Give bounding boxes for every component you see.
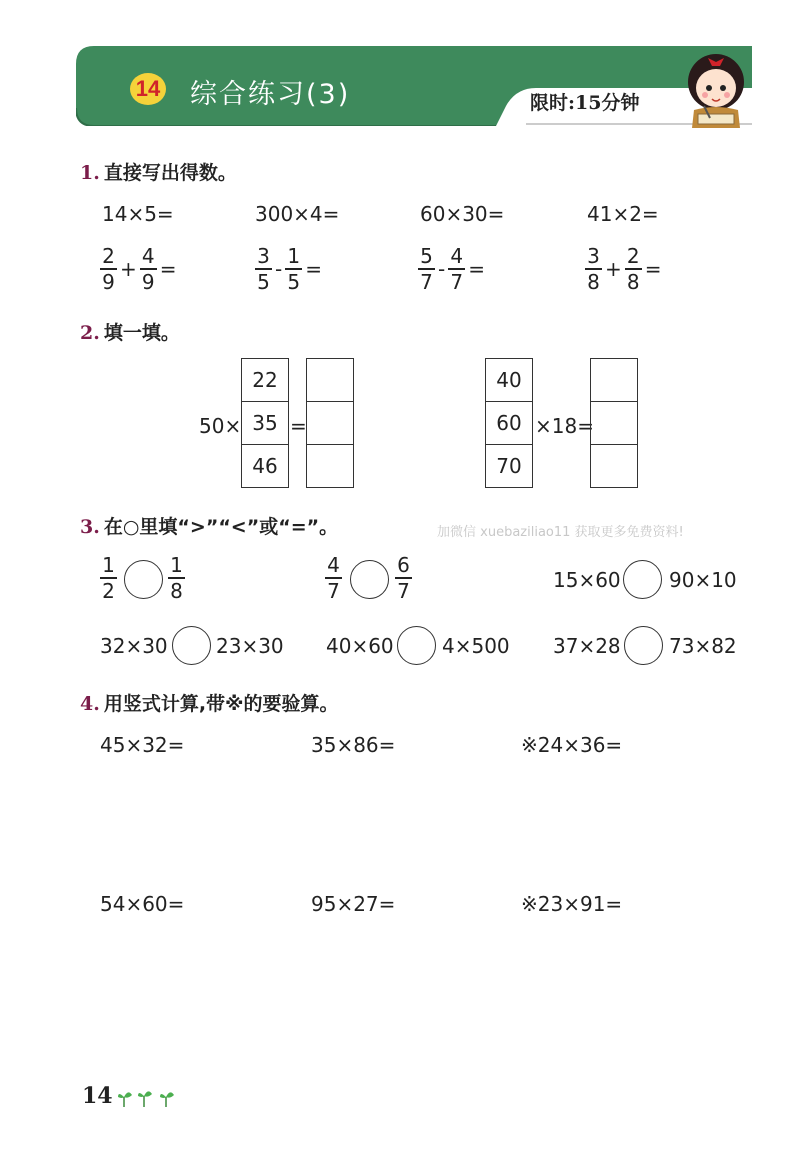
fraction: $\frac{3}{5}$ [255,244,272,294]
question-4-title [80,689,339,716]
expression: 95×27= [311,892,396,916]
fraction: $\frac{1}{2}$ [100,553,117,603]
question-1-title [80,158,237,185]
compare-circle[interactable] [350,560,389,599]
header-banner [76,46,752,126]
question-number: 1. [80,162,100,184]
fraction: $\frac{4}{9}$ [140,244,157,294]
compare-circle[interactable] [624,626,663,665]
fraction-expression: $\frac{3}{8}$ + $\frac{2}{8}$ = [585,244,662,294]
expression: 32×30 [100,634,168,658]
multiplier-label: ×18= [535,414,594,438]
expression: 4×500 [442,634,510,658]
question-number: 2. [80,322,100,344]
sprouts-icon [116,1087,178,1109]
expression: 90×10 [669,568,737,592]
equals-sign: = [290,414,307,438]
expression: 73×82 [669,634,737,658]
compare-circle[interactable] [397,626,436,665]
compare-circle[interactable] [172,626,211,665]
expression: 60×30= [420,202,505,226]
expression: 23×30 [216,634,284,658]
question-prompt: 直接写出得数。 [103,162,237,184]
time-limit: 限时:15分钟 [530,92,640,114]
expression: 37×28 [553,634,621,658]
answer-column [590,358,638,488]
expression: 45×32= [100,733,185,757]
question-2-title [80,318,180,345]
value-column [241,358,289,488]
question-3-title [80,512,338,539]
fraction-comparison [325,553,342,603]
fraction-expression: $\frac{5}{7}$ - $\frac{4}{7}$ = [418,244,485,294]
fraction-expression: $\frac{2}{9}$ + $\frac{4}{9}$ = [100,244,177,294]
multiplier-label: 50× [199,414,242,438]
answer-cell[interactable] [307,445,353,487]
page-number: 14 [82,1083,113,1109]
value-cell: 40 [486,359,532,402]
answer-cell[interactable] [591,402,637,445]
value-cell: 35 [242,402,288,445]
compare-circle[interactable] [623,560,662,599]
banner-background [76,46,752,126]
page-title: 综合练习(3) [190,79,351,110]
value-column [485,358,533,488]
fraction: $\frac{1}{8}$ [168,553,185,603]
fraction: $\frac{2}{9}$ [100,244,117,294]
fraction: $\frac{3}{8}$ [585,244,602,294]
question-prompt: 用竖式计算,带※的要验算。 [103,693,339,715]
expression: 35×86= [311,733,396,757]
girl-mascot-icon [680,48,752,128]
answer-cell[interactable] [591,445,637,487]
answer-cell[interactable] [307,402,353,445]
expression: 41×2= [587,202,659,226]
fraction: $\frac{5}{7}$ [418,244,435,294]
fraction: $\frac{6}{7}$ [395,553,412,603]
fraction: $\frac{4}{7}$ [448,244,465,294]
expression: 300×4= [255,202,340,226]
expression: 15×60 [553,568,621,592]
question-number: 3. [80,516,100,538]
value-cell: 46 [252,454,278,478]
answer-cell[interactable] [591,359,637,402]
expression: 14×5= [102,202,174,226]
lesson-number-badge: 14 [130,73,166,105]
fraction: $\frac{2}{8}$ [625,244,642,294]
watermark: 加微信 xuebaziliao11 获取更多免费资料! [437,525,684,540]
value-cell: 22 [242,359,288,402]
value-cell: 70 [496,454,522,478]
expression: 40×60 [326,634,394,658]
answer-column [306,358,354,488]
fraction-comparison [100,553,117,603]
question-prompt: 填一填。 [103,322,180,344]
expression: ※24×36= [521,733,623,757]
question-number: 4. [80,693,100,715]
answer-cell[interactable] [307,359,353,402]
fraction: $\frac{4}{7}$ [325,553,342,603]
question-prompt: 在○里填“>”“<”或“=”。 [103,516,339,538]
fraction-expression: $\frac{3}{5}$ - $\frac{1}{5}$ = [255,244,322,294]
fraction: $\frac{1}{5}$ [285,244,302,294]
fraction-comparison [168,553,185,603]
fraction-comparison [395,553,412,603]
compare-circle[interactable] [124,560,163,599]
value-cell: 60 [486,402,532,445]
expression: ※23×91= [521,892,623,916]
expression: 54×60= [100,892,185,916]
